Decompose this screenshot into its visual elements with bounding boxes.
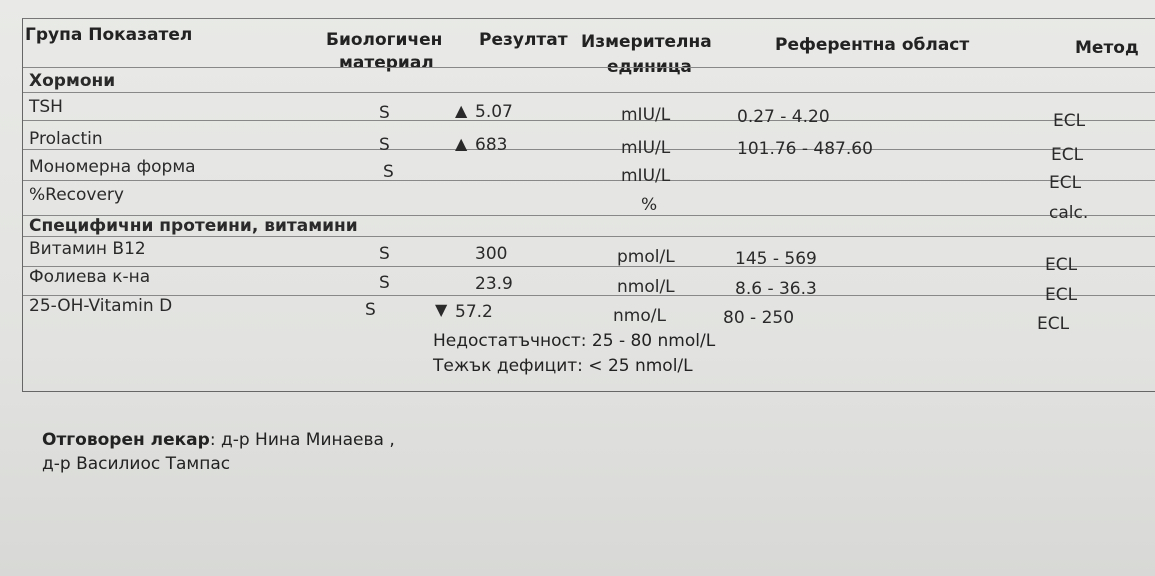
- result-value: 683: [475, 135, 508, 155]
- method: ECL: [1053, 111, 1086, 131]
- method: ECL: [1051, 145, 1084, 165]
- header-result: Резултат: [479, 30, 568, 50]
- header-unit-1: Измерителна: [581, 32, 712, 52]
- method: calc.: [1049, 203, 1089, 223]
- results-table: [22, 18, 1155, 392]
- table-row: [23, 181, 1155, 223]
- test-name: 25-OH-Vitamin D: [29, 296, 173, 316]
- doctor-name-2: д-р Василиос Тампас: [42, 454, 231, 474]
- header-unit-2: единица: [607, 57, 692, 77]
- reference-range: 101.76 - 487.60: [737, 139, 873, 159]
- unit: nmol/L: [617, 277, 675, 297]
- note-severe-deficit: Тежък дефицит: < 25 nmol/L: [433, 356, 693, 376]
- material: S: [365, 300, 376, 320]
- test-name: TSH: [29, 97, 63, 117]
- group-row-hormones: [23, 68, 1155, 93]
- material: S: [379, 244, 390, 264]
- reference-range: 80 - 250: [723, 308, 795, 328]
- arrow-up-icon: ▲: [455, 101, 468, 120]
- header-method: Метод: [1075, 38, 1139, 58]
- responsible-doctor-block: [42, 428, 395, 476]
- test-name: %Recovery: [29, 185, 124, 205]
- material: S: [383, 162, 394, 182]
- group-title: Хормони: [29, 71, 116, 91]
- material: S: [379, 103, 390, 123]
- unit: mIU/L: [621, 166, 671, 186]
- doctor-line-1: [42, 428, 395, 452]
- table-row: [23, 121, 1155, 165]
- header-reference: Референтна област: [775, 35, 970, 55]
- table-row: [23, 93, 1155, 131]
- unit: mIU/L: [621, 138, 671, 158]
- header-material-2: материал: [339, 53, 434, 73]
- method: ECL: [1049, 173, 1082, 193]
- test-name: Prolactin: [29, 129, 103, 149]
- reference-range: 0.27 - 4.20: [737, 107, 830, 127]
- header-material-1: Биологичен: [326, 30, 443, 50]
- table-row: [23, 150, 1155, 193]
- table-row: [23, 296, 1155, 390]
- arrow-up-icon: ▲: [455, 134, 468, 153]
- result-value: 23.9: [475, 274, 513, 294]
- method: ECL: [1037, 314, 1070, 334]
- reference-range: 145 - 569: [735, 249, 817, 269]
- unit: mIU/L: [621, 105, 671, 125]
- group-title: Специфични протеини, витамини: [29, 216, 358, 236]
- material: S: [379, 273, 390, 293]
- test-name: Фолиева к-на: [29, 267, 151, 287]
- unit: %: [641, 195, 658, 215]
- doctor-name-1: : д-р Нина Минаева ,: [209, 430, 395, 450]
- material: S: [379, 135, 390, 155]
- method: ECL: [1045, 285, 1078, 305]
- unit: nmo/L: [613, 306, 666, 326]
- responsible-doctor-label: Отговорен лекар: [42, 430, 210, 450]
- test-name: Витамин B12: [29, 239, 146, 259]
- note-insufficiency: Недостатъчност: 25 - 80 nmol/L: [433, 331, 716, 351]
- arrow-down-icon: ▼: [435, 300, 448, 319]
- group-row-proteins-vitamins: [23, 216, 1155, 237]
- table-row: [23, 267, 1155, 305]
- result-value: 5.07: [475, 102, 513, 122]
- result-value: 57.2: [455, 302, 493, 322]
- header-group: Група Показател: [25, 25, 193, 45]
- reference-range: 8.6 - 36.3: [735, 279, 817, 299]
- result-value: 300: [475, 244, 508, 264]
- table-row: [23, 237, 1155, 275]
- test-name: Мономерна форма: [29, 157, 196, 177]
- unit: pmol/L: [617, 247, 675, 267]
- method: ECL: [1045, 255, 1078, 275]
